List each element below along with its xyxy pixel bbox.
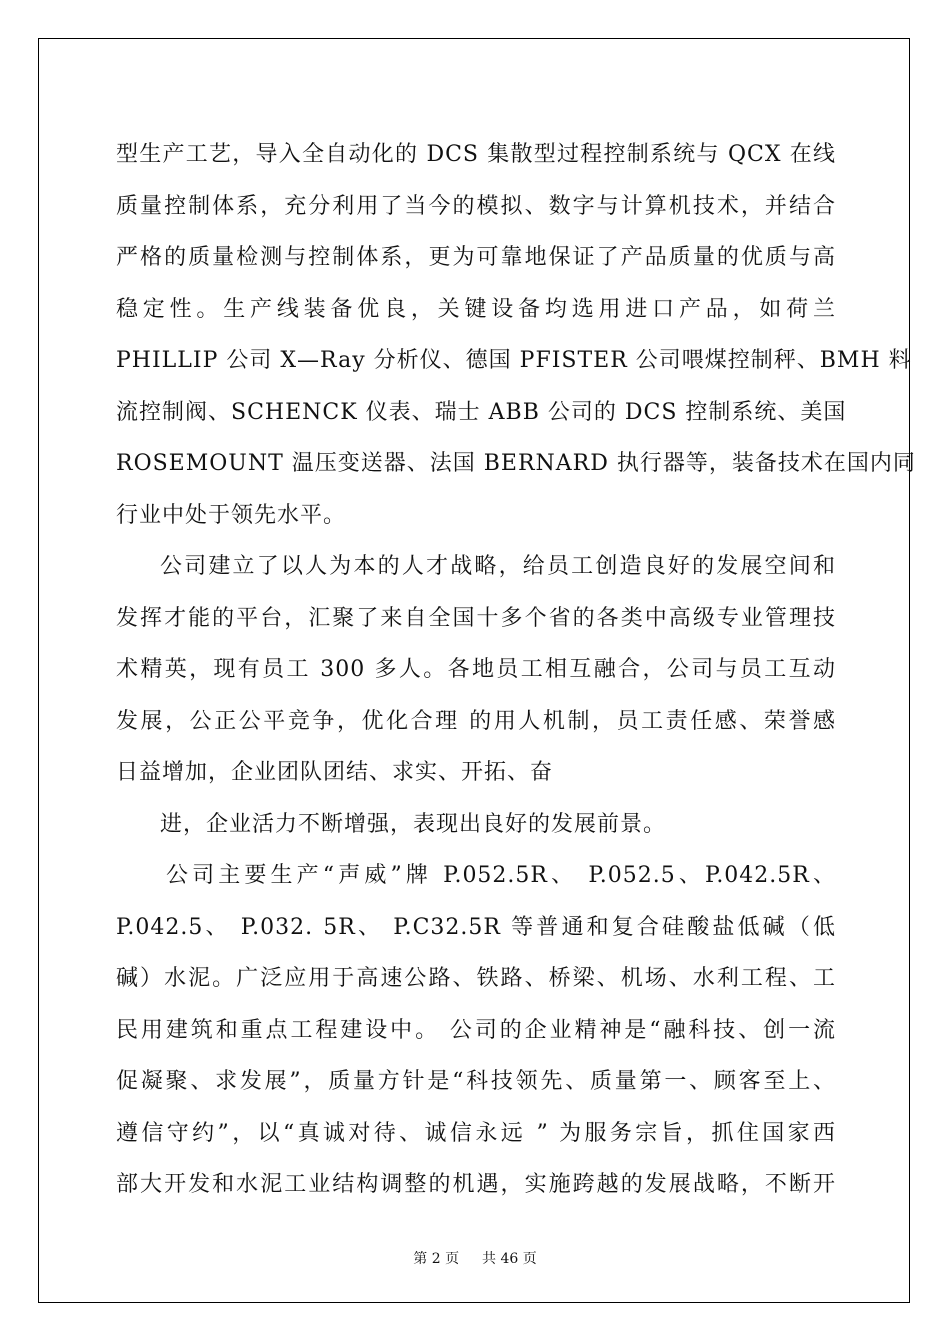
text-line: 公司建立了以人为本的人才战略，给员工创造良好的发展空间和 [160, 554, 836, 579]
text-line: 部大开发和水泥工业结构调整的机遇，实施跨越的发展战略，不断开 [116, 1172, 836, 1197]
text-line: P.042.5、 P.032. 5R、 P.C32.5R 等普通和复合硅酸盐低碱（低 [116, 914, 836, 940]
text-line: 术精英，现有员工 300 多人。各地员工相互融合，公司与员工互动 [116, 657, 836, 682]
document-body [116, 129, 916, 1211]
text-line: 严格的质量检测与控制体系，更为可靠地保证了产品质量的优质与高 [116, 245, 836, 270]
page-total: 共 46 页 [482, 1251, 537, 1267]
page-footer [0, 1248, 950, 1268]
text-line: 日益增加，企业团队团结、求实、开拓、奋 [116, 760, 554, 785]
text-line: 发挥才能的平台，汇聚了来自全国十多个省的各类中高级专业管理技 [116, 605, 836, 631]
text-line: 促凝聚、求发展”，质量方针是“科技领先、质量第一、顾客至上、 [116, 1069, 836, 1094]
text-line: 质量控制体系，充分利用了当今的模拟、数字与计算机技术，并结合 [116, 193, 836, 219]
text-line: 流控制阀、SCHENCK 仪表、瑞士 ABB 公司的 DCS 控制系统、美国 [116, 399, 847, 425]
text-line: PHILLIP 公司 X—Ray 分析仪、德国 PFISTER 公司喂煤控制秤、BMH 料 [116, 348, 912, 373]
text-line: 民用建筑和重点工程建设中。 公司的企业精神是“融科技、创一流 [116, 1017, 836, 1043]
text-line: 型生产工艺，导入全自动化的 DCS 集散型过程控制系统与 QCX 在线 [116, 142, 836, 167]
page-number: 第 2 页 [413, 1251, 460, 1267]
text-line: 遵信守约”，以“真诚对待、诚信永远 ” 为服务宗旨，抓住国家西 [116, 1120, 836, 1146]
text-line: 进，企业活力不断增强，表现出良好的发展前景。 [160, 811, 667, 837]
text-line: 行业中处于领先水平。 [116, 502, 347, 528]
text-line: ROSEMOUNT 温压变送器、法国 BERNARD 执行器等，装备技术在国内同 [116, 451, 916, 476]
text-line: 稳定性。生产线装备优良，关键设备均选用进口产品，如荷兰 [116, 296, 836, 322]
text-line: 公司主要生产“声威”牌 P.052.5R、 P.052.5、P.042.5R、 [166, 863, 836, 888]
text-line: 发展，公正公平竞争，优化合理 的用人机制，员工责任感、荣誉感 [116, 708, 836, 734]
text-line: 碱）水泥。广泛应用于高速公路、铁路、桥梁、机场、水利工程、工 [116, 966, 836, 991]
